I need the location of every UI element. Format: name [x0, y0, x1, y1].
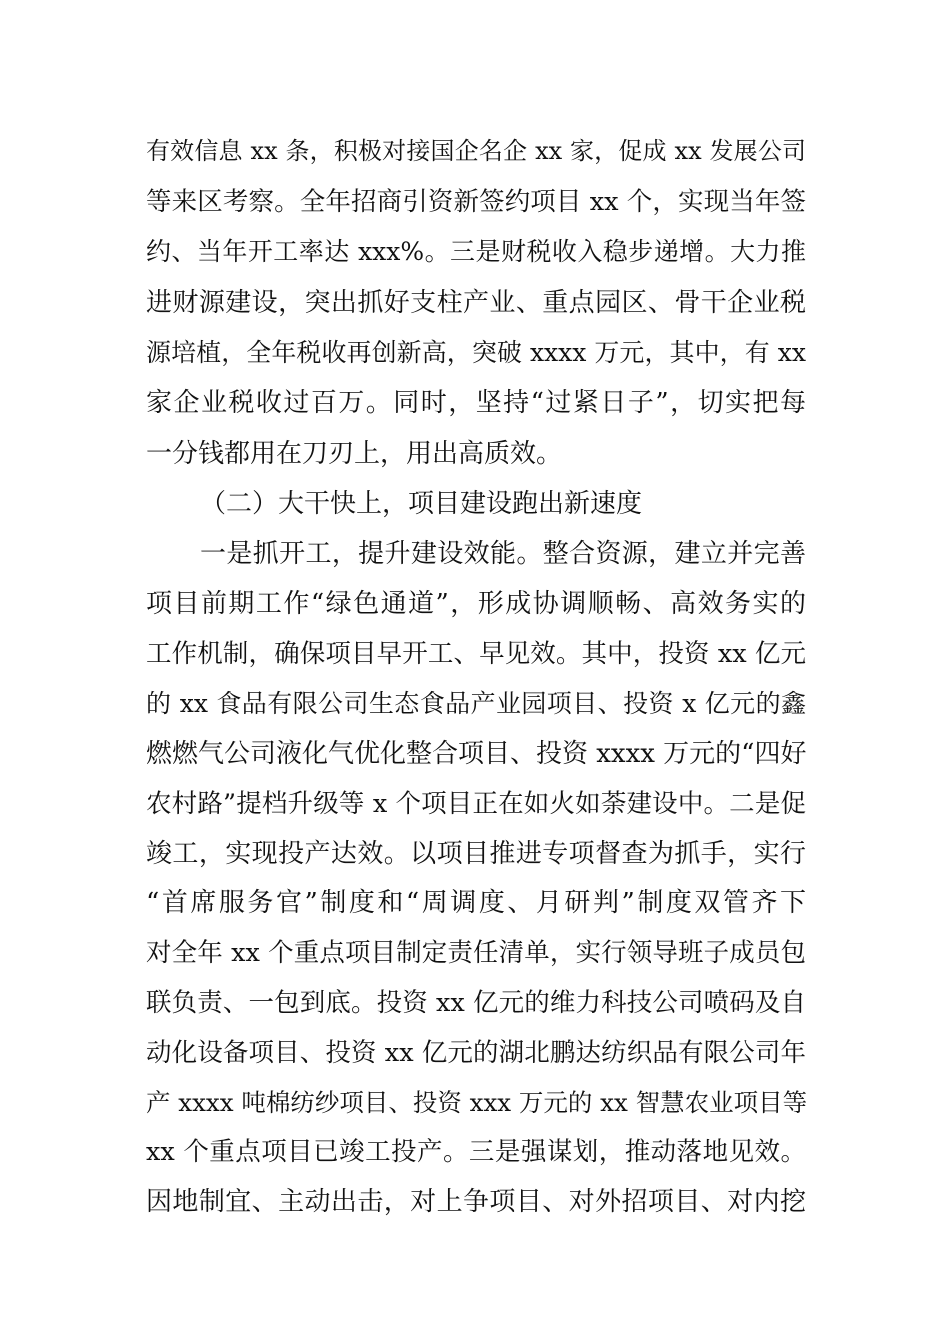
text-line-11: 工作机制，确保项目早开工、早见效。其中，投资 xx 亿元 — [146, 639, 806, 669]
text-line-3: 约、当年开工率达 xxx%。三是财税收入稳步递增。大力推 — [146, 237, 806, 266]
text-line-4: 进财源建设，突出抓好支柱产业、重点园区、骨干企业税 — [146, 288, 806, 318]
text-line-10: 项目前期工作“绿色通道”，形成协调顺畅、高效务实的 — [146, 589, 806, 619]
text-line-14: 农村路”提档升级等 x 个项目正在如火如荼建设中。二是促 — [146, 789, 806, 819]
text-line-13: 燃燃气公司液化气优化整合项目、投资 xxxx 万元的“四好 — [146, 739, 807, 769]
section-heading: （二）大干快上，项目建设跑出新速度 — [200, 489, 643, 519]
text-line-2: 等来区考察。全年招商引资新签约项目 xx 个，实现当年签 — [146, 187, 806, 217]
text-line-15: 竣工，实现投产达效。以项目推进专项督查为抓手，实行 — [146, 839, 806, 869]
text-line-17: 对全年 xx 个重点项目制定责任清单，实行领导班子成员包 — [146, 938, 806, 968]
text-line-19: 动化设备项目、投资 xx 亿元的湖北鹏达纺织品有限公司年 — [146, 1038, 806, 1068]
text-line-18: 联负责、一包到底。投资 xx 亿元的维力科技公司喷码及自 — [146, 988, 806, 1018]
text-line-20: 产 xxxx 吨棉纺纱项目、投资 xxx 万元的 xx 智慧农业项目等 — [146, 1088, 808, 1117]
text-line-21: xx 个重点项目已竣工投产。三是强谋划，推动落地见效。 — [146, 1137, 806, 1167]
text-line-12: 的 xx 食品有限公司生态食品产业园项目、投资 x 亿元的鑫 — [146, 689, 806, 718]
text-line-7: 一分钱都用在刀刃上，用出高质效。 — [146, 439, 563, 469]
text-line-9: 一是抓开工，提升建设效能。整合资源，建立并完善 — [200, 539, 806, 569]
text-line-16: “首席服务官”制度和“周调度、月研判”制度双管齐下 — [146, 888, 806, 918]
text-line-5: 源培植，全年税收再创新高，突破 xxxx 万元，其中，有 xx — [146, 338, 806, 367]
text-line-1: 有效信息 xx 条，积极对接国企名企 xx 家，促成 xx 发展公司 — [146, 137, 806, 165]
text-line-6: 家企业税收过百万。同时，坚持“过紧日子”，切实把每 — [146, 388, 806, 418]
text-line-22: 因地制宜、主动出击，对上争项目、对外招项目、对内挖 — [146, 1187, 806, 1217]
